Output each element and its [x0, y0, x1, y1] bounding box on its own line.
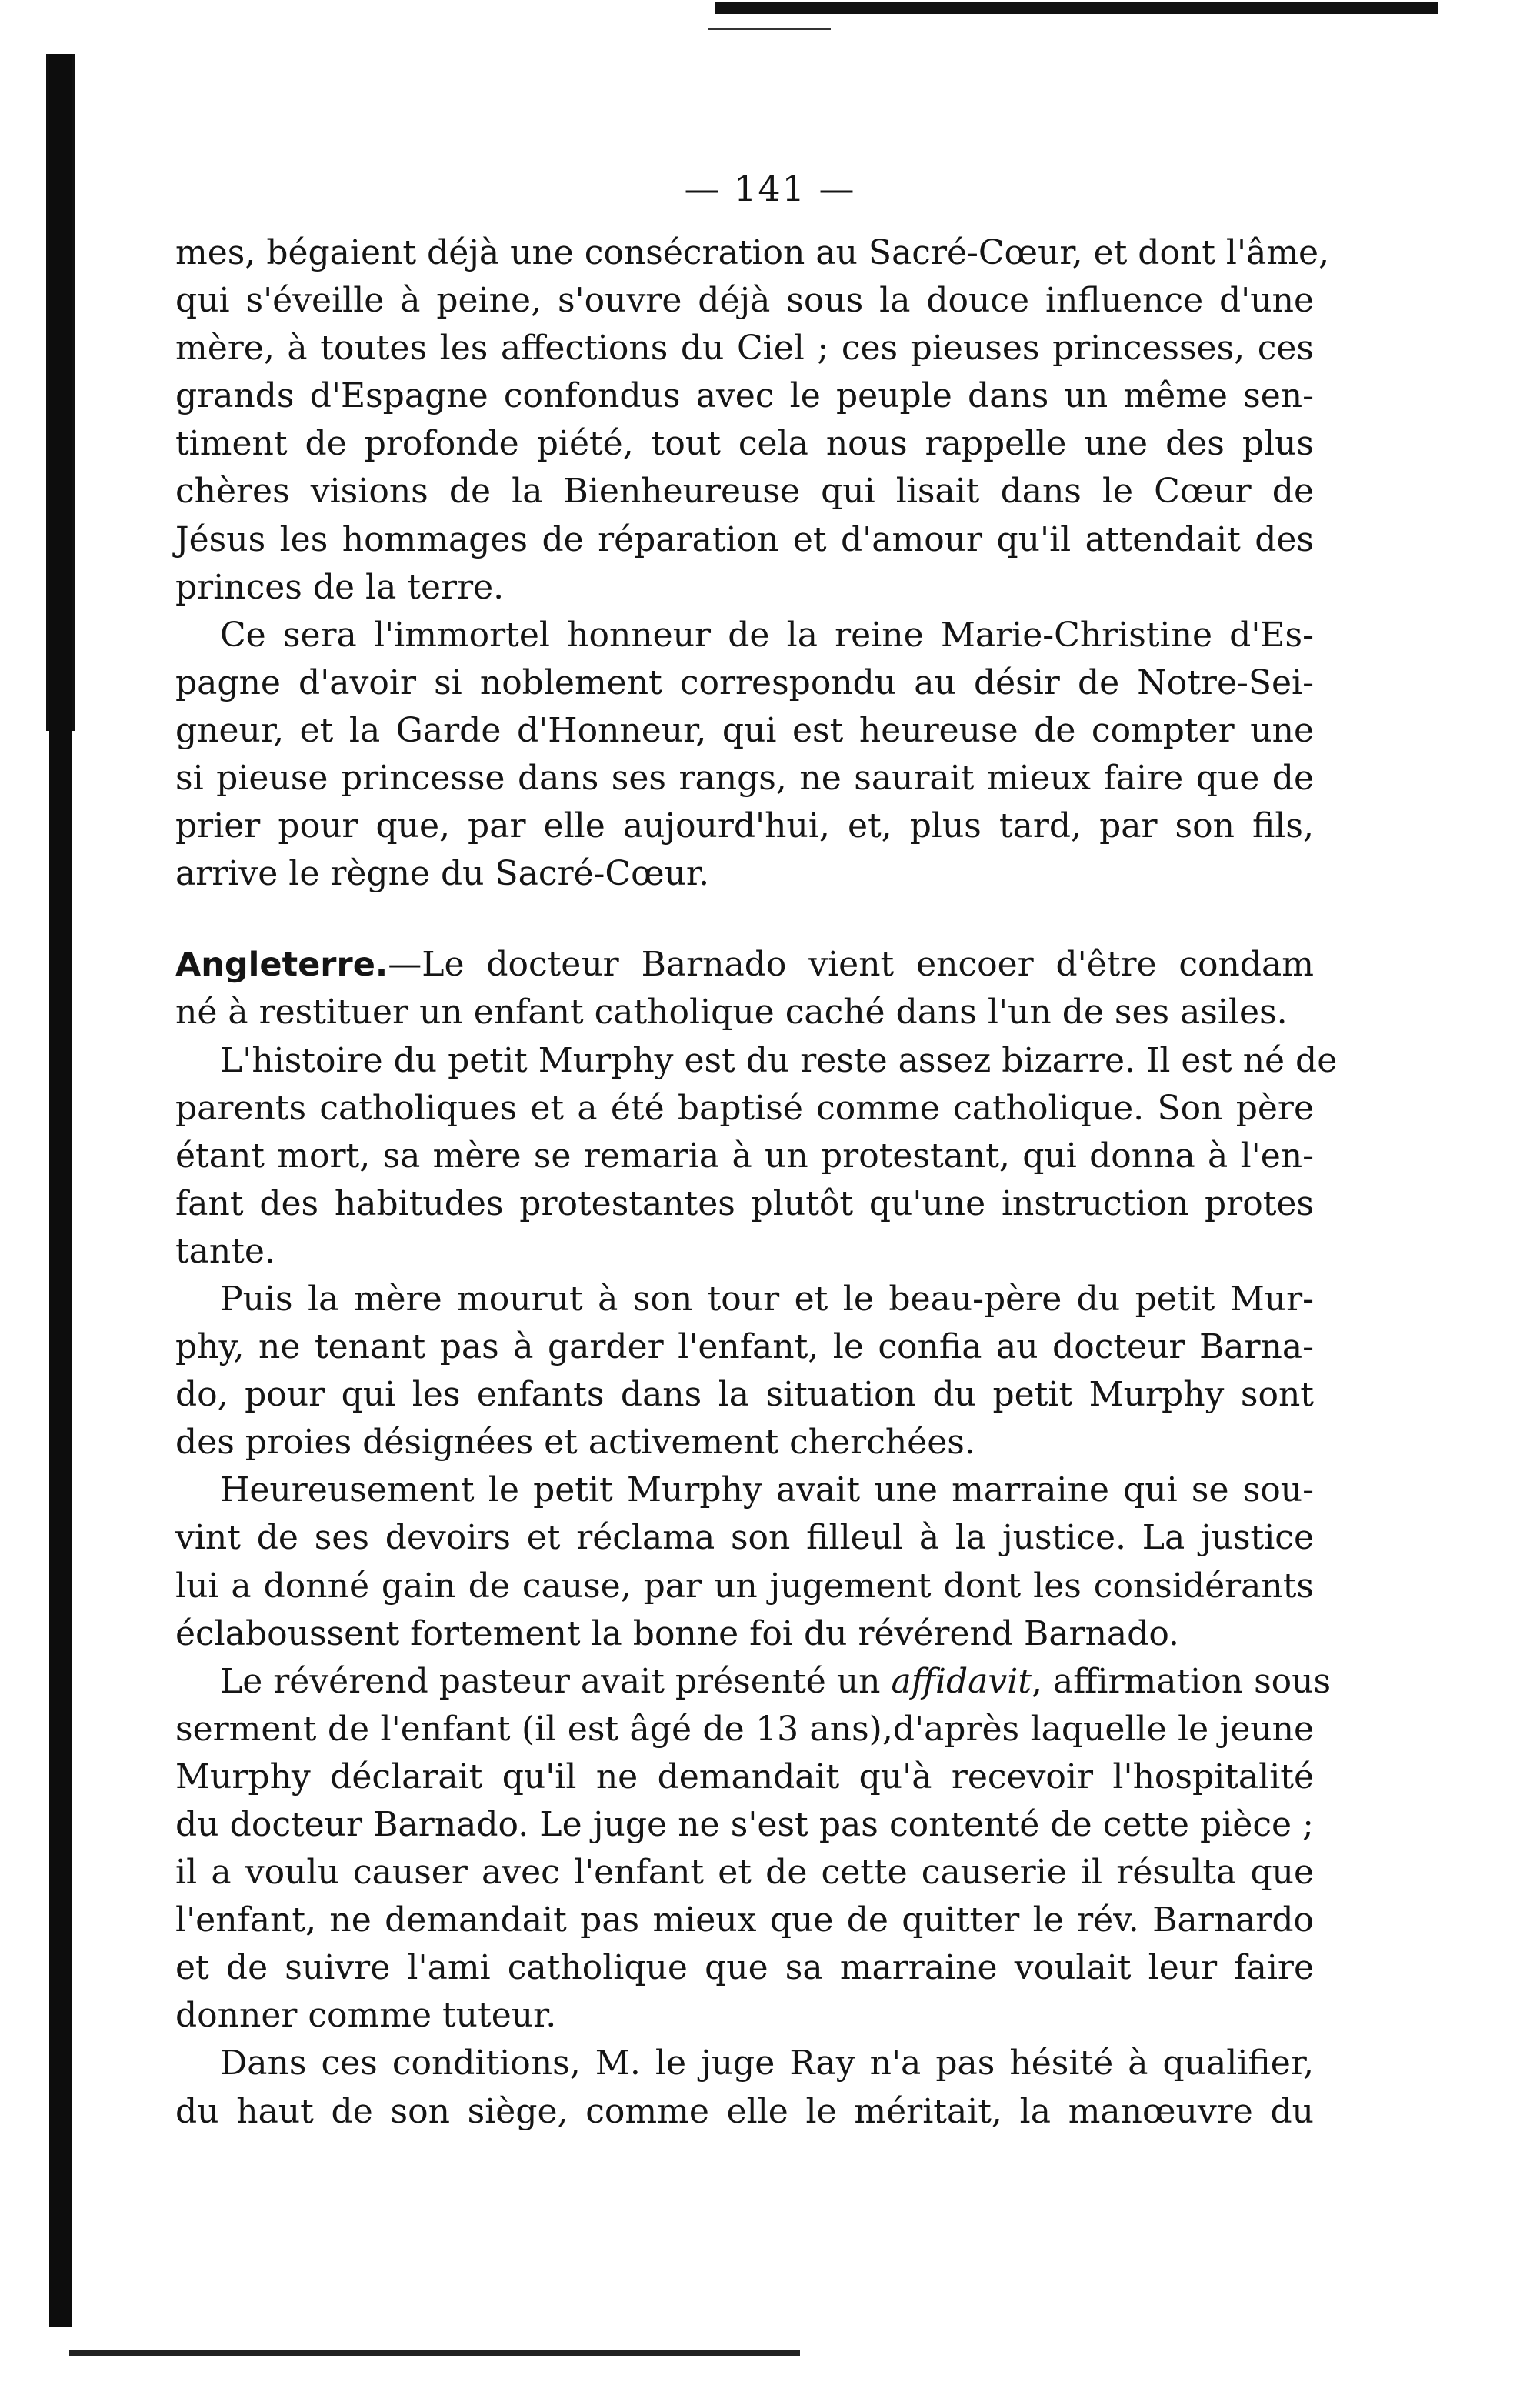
text-line: étant mort, sa mère se remaria à un protestant, qui donna à l'en-: [175, 1136, 1314, 1176]
text-line: grands d'Espagne confondus avec le peuple dans un même sen-: [175, 376, 1314, 416]
section-spacer: [175, 898, 1314, 941]
text-line: Murphy déclarait qu'il ne demandait qu'à recevoir l'hospitalité: [175, 1756, 1314, 1797]
text-line: do, pour qui les enfants dans la situation du petit Murphy sont: [175, 1375, 1314, 1415]
text-line: [175, 941, 1314, 989]
text-line: vint de ses devoirs et réclama son filleul à la justice. La justice: [175, 1518, 1314, 1558]
text-line: Dans ces conditions, M. le juge Ray n'a pas hésité à qualifier,: [220, 2043, 1314, 2083]
paragraph: [175, 229, 1330, 612]
text-line: pagne d'avoir si noblement correspondu au désir de Notre-Sei-: [175, 662, 1314, 702]
text-run: Le révérend pasteur avait présenté un: [220, 1661, 892, 1701]
scan-border-top-thin: [708, 28, 831, 30]
scan-border-left: [49, 54, 72, 2327]
body-text: [175, 229, 1338, 2136]
text-line: il a voulu causer avec l'enfant et de cette causerie il résulta que: [175, 1853, 1314, 1893]
text-line: gneur, et la Garde d'Honneur, qui est heureuse de compter une: [175, 710, 1314, 750]
text-line: Jésus les hommages de réparation et d'amour qu'il attendait des: [175, 519, 1314, 559]
text-line: arrive le règne du Sacré-Cœur.: [175, 854, 710, 894]
section-lead-text: —Le docteur Barnado vient encoer d'être condam: [388, 945, 1314, 985]
text-line: L'histoire du petit Murphy est du reste assez bizarre. Il est né de: [220, 1040, 1338, 1080]
italic-term: affidavit: [891, 1661, 1032, 1701]
text-line: éclaboussent fortement la bonne foi du révérend Barnado.: [175, 1613, 1180, 1653]
text-line: tante.: [175, 1231, 275, 1271]
text-line: donner comme tuteur.: [175, 1996, 557, 2036]
text-line: [175, 1658, 1332, 1706]
section-title: Angleterre.: [175, 946, 388, 985]
text-line: du docteur Barnado. Le juge ne s'est pas contenté de cette pièce ;: [175, 1805, 1314, 1844]
text-line: prier pour que, par elle aujourd'hui, et, plus tard, par son fils,: [175, 806, 1314, 846]
text-line: des proies désignées et activement cherchées.: [175, 1423, 975, 1463]
text-line: et de suivre l'ami catholique que sa marraine voulait leur faire: [175, 1948, 1314, 1988]
text-line: né à restituer un enfant catholique caché dans l'un de ses asiles.: [175, 992, 1288, 1033]
text-line: parents catholiques et a été baptisé comme catholique. Son père: [175, 1088, 1314, 1128]
text-line: fant des habitudes protestantes plutôt qu'une instruction protes: [175, 1183, 1314, 1223]
text-line: mère, à toutes les affections du Ciel ; ces pieuses princesses, ces: [175, 329, 1314, 369]
text-line: l'enfant, ne demandait pas mieux que de quitter le rév. Barnardo: [175, 1900, 1314, 1940]
paragraph: [175, 612, 1314, 899]
paragraph: [175, 1037, 1338, 1276]
paragraph: [175, 1466, 1314, 1657]
text-line: Ce sera l'immortel honneur de la reine Marie-Christine d'Es-: [220, 615, 1314, 655]
text-run: , affirmation sous: [1031, 1661, 1332, 1701]
paragraph: [175, 1658, 1332, 2040]
paragraph: [175, 2040, 1314, 2135]
paragraph: [175, 1276, 1314, 1466]
text-line: Heureusement le petit Murphy avait une marraine qui se sou-: [220, 1470, 1314, 1510]
text-line: chères visions de la Bienheureuse qui lisait dans le Cœur de: [175, 472, 1314, 512]
text-line: princes de la terre.: [175, 567, 505, 607]
scan-border-top: [715, 2, 1438, 14]
scan-border-bottom: [69, 2350, 800, 2356]
text-line: qui s'éveille à peine, s'ouvre déjà sous la douce influence d'une: [175, 281, 1314, 321]
text-line: si pieuse princesse dans ses rangs, ne saurait mieux faire que de: [175, 759, 1314, 799]
text-line: du haut de son siège, comme elle le méritait, la manœuvre du: [175, 2091, 1314, 2131]
text-line: timent de profonde piété, tout cela nous rappelle une des plus: [175, 424, 1314, 464]
text-line: mes, bégaient déjà une consécration au Sacré-Cœur, et dont l'âme,: [175, 233, 1330, 272]
text-line: phy, ne tenant pas à garder l'enfant, le confia au docteur Barna-: [175, 1327, 1314, 1367]
paragraph: [175, 941, 1314, 1036]
text-line: lui a donné gain de cause, par un jugement dont les considérants: [175, 1566, 1314, 1606]
page-number: — 141 —: [684, 168, 856, 209]
text-line: Puis la mère mourut à son tour et le beau-père du petit Mur-: [220, 1279, 1314, 1319]
text-line: serment de l'enfant (il est âgé de 13 ans),d'après laquelle le jeune: [175, 1709, 1314, 1749]
